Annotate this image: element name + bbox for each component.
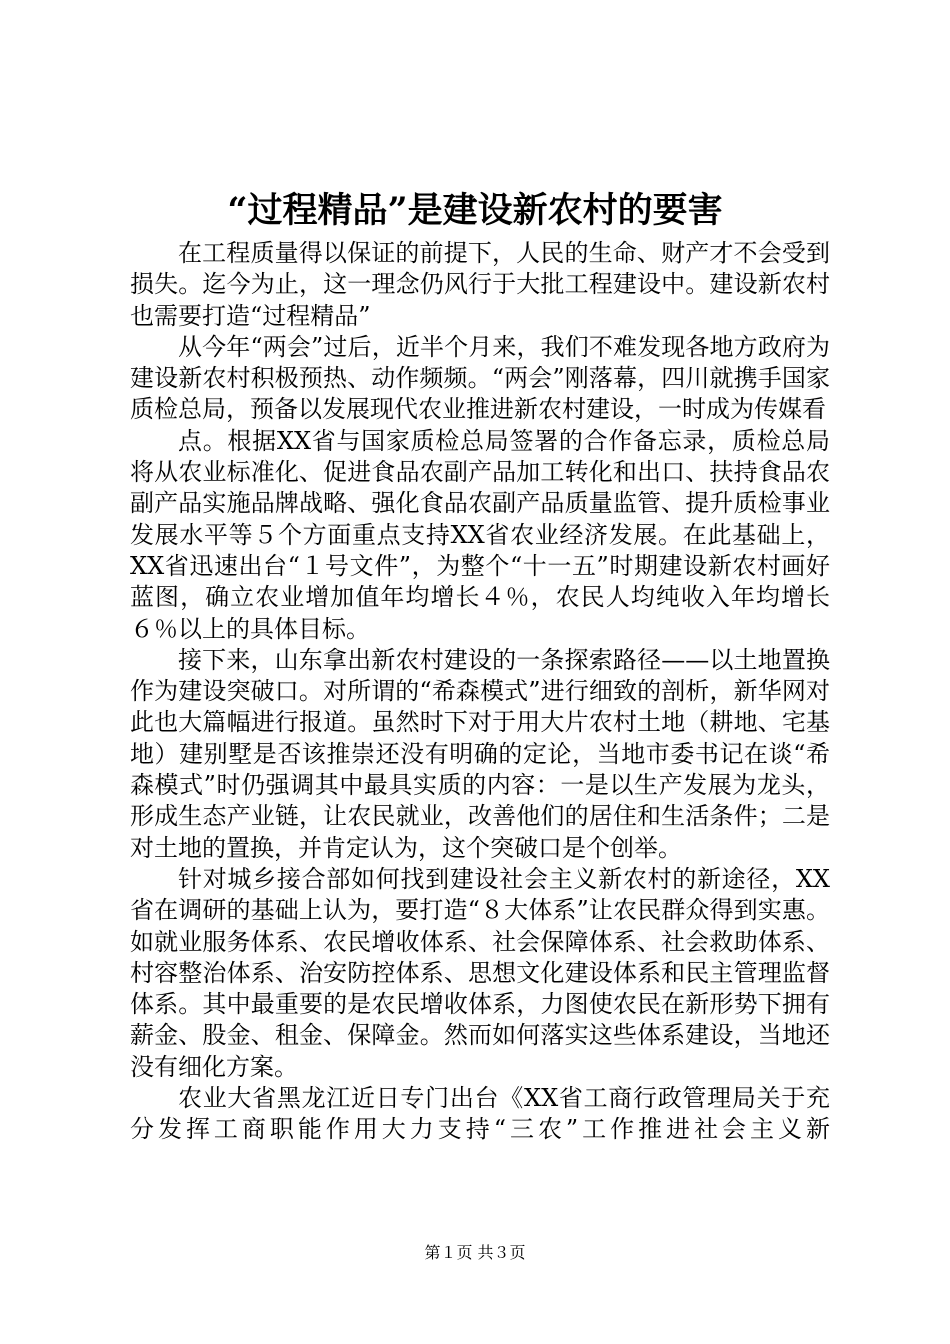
paragraph-3: 点。根据XX省与国家质检总局签署的合作备忘录，质检总局将从农业标准化、促进食品农副产品加工转化和出口、扶持食品农副产品实施品牌战略、强化食品农副产品质量监管、提升质检事业发展水平等５个方面重点支持XX省农业经济发展。在此基础上，XX省迅速出台“１号文件”，为整个“十一五”时期建设新农村画好蓝图，确立农业增加值年均增长４％，农民人均纯收入年均增长６％以上的具体目标。 — [130, 426, 830, 643]
document-title: “过程精品”是建设新农村的要害 — [227, 190, 723, 231]
paragraph-5: 针对城乡接合部如何找到建设社会主义新农村的新途径，XX省在调研的基础上认为，要打造“８大体系”让农民群众得到实惠。如就业服务体系、农民增收体系、社会保障体系、社会救助体系、村容整治体系、治安防控体系、思想文化建设体系和民主管理监督体系。其中最重要的是农民增收体系，力图使农民在新形势下拥有薪金、股金、租金、保障金。然而如何落实这些体系建设，当地还没有细化方案。 — [130, 864, 830, 1081]
paragraph-6: 农业大省黑龙江近日专门出台《XX省工商行政管理局关于充分发挥工商职能作用大力支持“三农”工作推进社会主义新 — [130, 1084, 830, 1144]
paragraph-2: 从今年“两会”过后，近半个月来，我们不难发现各地方政府为建设新农村积极预热、动作频频。“两会”刚落幕，四川就携手国家质检总局，预备以发展现代农业推进新农村建设，一时成为传媒看 — [130, 332, 830, 424]
paragraph-4: 接下来，山东拿出新农村建设的一条探索路径——以土地置换作为建设突破口。对所谓的“希森模式”进行细致的剖析，新华网对此也大篇幅进行报道。虽然时下对于用大片农村土地（耕地、宅基地）建别墅是否该推崇还没有明确的定论，当地市委书记在谈“希森模式”时仍强调其中最具实质的内容：一是以生产发展为龙头，形成生态产业链，让农民就业，改善他们的居住和生活条件；二是对土地的置换，并肯定认为，这个突破口是个创举。 — [130, 645, 830, 862]
document-body — [130, 238, 830, 1146]
paragraph-1: 在工程质量得以保证的前提下，人民的生命、财产才不会受到损失。迄今为止，这一理念仍风行于大批工程建设中。建设新农村也需要打造“过程精品” — [130, 239, 830, 330]
page-number-footer: 第１页 共３页 — [424, 1243, 526, 1262]
